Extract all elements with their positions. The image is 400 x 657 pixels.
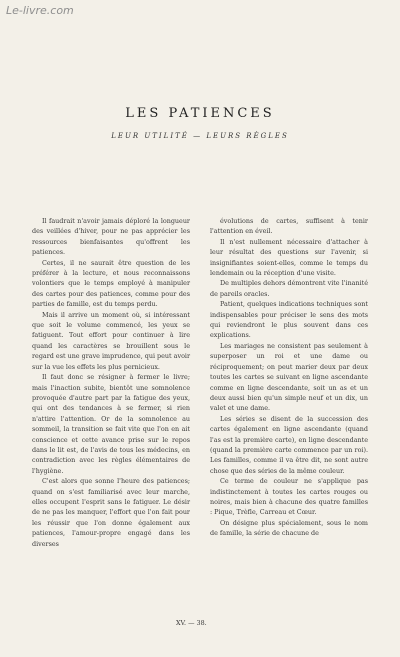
article-title: LES PATIENCES xyxy=(125,106,275,121)
paragraph: Certes, il ne saurait être question de les préférer à la lecture, et nous reconnaissons volontiers que le temps employé à manipuler des cartes pour des patiences, comme pour des parties de famille, est du temps perdu. xyxy=(32,258,190,309)
right-column xyxy=(210,216,368,539)
watermark: Le-livre.com xyxy=(6,4,74,17)
paragraph: Il faudrait n'avoir jamais déploré la longueur des veillées d'hiver, pour ne pas apprécier les ressources bienfaisantes qu'offrent les patiences. xyxy=(32,217,190,257)
paragraph: Mais il arrive un moment où, si intéressant que soit le volume commencé, les yeux se fatiguent. Tout effort pour continuer à lire quand les caractères se brouillent sous le regard est une grave imprudence, qui peut avoir sur la vue les effets les plus pernicieux. xyxy=(32,310,191,371)
paragraph: On désigne plus spécialement, sous le nom de famille, la série de chacune de xyxy=(210,518,368,538)
paragraph: Il n'est nullement nécessaire d'attacher à leur résultat des questions sur l'avenir, si insignifiantes soient-elles, comme le temps du lendemain ou la réception d'une visite. xyxy=(210,237,368,278)
paragraph: C'est alors que sonne l'heure des patiences; quand on s'est familiarisé avec leur marche, elles occupent l'esprit sans le fatiguer. Le désir de ne pas les manquer, l'effort que l'on fait pour les réussir que l'on donne également aux patiences, l'amour-propre engagé dans les diverses xyxy=(32,477,190,548)
paragraph: Les mariages ne consistent pas seulement à superposer un roi et une dame ou réciproquement; on peut marier deux par deux toutes les cartes se suivant en ligne ascendante comme en ligne descendante, soit un as et un deux aussi bien qu'un simple neuf et un dix, un valet et une dame. xyxy=(210,341,368,413)
paragraph: évolutions de cartes, suffisent à tenir l'attention en éveil. xyxy=(210,217,368,236)
page-folio: XV. — 38. xyxy=(176,619,207,627)
article-subtitle: LEUR UTILITÉ — LEURS RÈGLES xyxy=(111,132,289,140)
paragraph: Il faut donc se résigner à fermer le livre; mais l'inaction subite, bientôt une somnolence provoquée d'autre part par la fatigue des yeux, qui ont des tendances à se fermer, si rien n'attire l'attention. Or de la somnolence au sommeil, la transition se fait vite que l'on en ait conscience et cette avance prise sur le repos dans le lit est, de l'avis de tous les médecins, en contradiction avec les règles élémentaires de l'hygiène. xyxy=(32,373,190,475)
paragraph: Ce terme de couleur ne s'applique pas indistinctement à toutes les cartes rouges ou noires, mais bien à chacune des quatre familles : Pique, Trèfle, Carreau et Cœur. xyxy=(210,477,368,517)
paragraph: Patient, quelques indications techniques sont indispensables pour préciser le sens des mots qui reviendront le plus souvent dans ces explications. xyxy=(210,300,368,340)
paragraph: De multiples dehors démontrent vite l'inanité de pareils oracles. xyxy=(210,279,368,298)
left-column xyxy=(32,216,190,549)
paragraph: Les séries se disent de la succession des cartes également en ligne ascendante (quand l'as est la première carte), en ligne descendante (quand la première carte commence par un roi). Les familles, comme il va être dit, ne sont autre chose que des séries de la même couleur. xyxy=(210,414,368,475)
